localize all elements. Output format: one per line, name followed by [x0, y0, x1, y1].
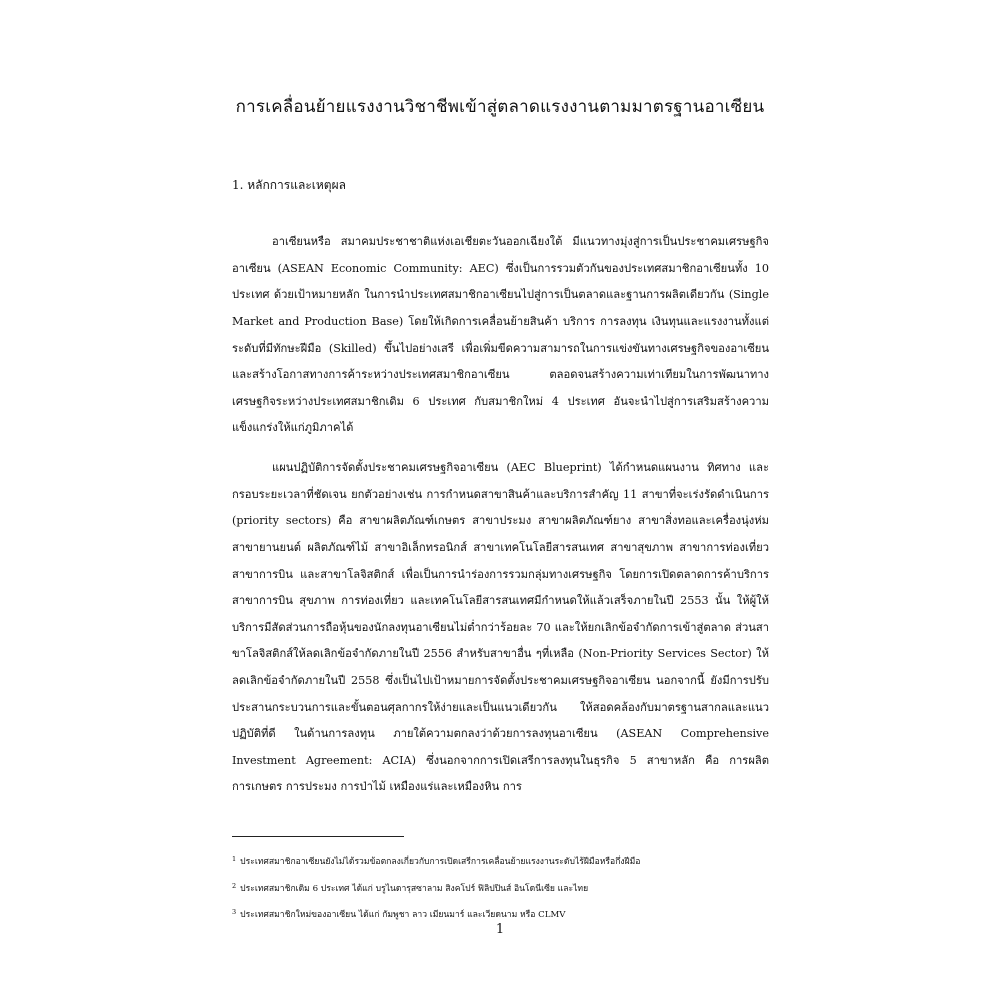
paragraph-1: อาเซียนหรือ สมาคมประชาชาติแห่งเอเชียตะวันออกเฉียงใต้ มีแนวทางมุ่งสู่การเป็นประชาคมเศรษฐกิจอาเซียน (ASEAN Economic Community: AEC) ซึ่งเป็นการรวมตัวกันของประเทศสมาชิกอาเซียนทั้ง 10 ประเทศ ด้วยเป้าหมายหลัก ในการนำประเทศสมาชิกอาเซียนไปสู่การเป็นตลาดและฐานการผลิตเดียวกัน (Single Market and Production Base) โดยให้เกิดการเคลื่อนย้ายสินค้า บริการ การลงทุน เงินทุนและแรงงานทั้งแต่ระดับที่มีทักษะฝีมือ (Skilled) ขึ้นไปอย่างเสรี เพื่อเพิ่มขีดความสามารถในการแข่งขันทางเศรษฐกิจของอาเซียน และสร้างโอกาสทางการค้าระหว่างประเทศสมาชิกอาเซียน ตลอดจนสร้างความเท่าเทียมในการพัฒนาทางเศรษฐกิจระหว่างประเทศสมาชิกเดิม 6 ประเทศ กับสมาชิกใหม่ 4 ประเทศ อันจะนำไปสู่การเสริมสร้างความแข็งแกร่งให้แก่ภูมิภาคได้: [232, 235, 769, 435]
section-heading: 1. หลักการและเหตุผล: [232, 178, 346, 192]
paragraph-2: แผนปฏิบัติการจัดตั้งประชาคมเศรษฐกิจอาเซียน (AEC Blueprint) ได้กำหนดแผนงาน ทิศทาง และกรอบระยะเวลาที่ชัดเจน ยกตัวอย่างเช่น การกำหนดสาขาสินค้าและบริการสำคัญ 11 สาขาที่จะเร่งรัดดำเนินการ (priority sectors) คือ สาขาผลิตภัณฑ์เกษตร สาขาประมง สาขาผลิตภัณฑ์ยาง สาขาสิ่งทอและเครื่องนุ่งห่ม สาขายานยนต์ ผลิตภัณฑ์ไม้ สาขาอิเล็กทรอนิกส์ สาขาเทคโนโลยีสารสนเทศ สาขาสุขภาพ สาขาการท่องเที่ยว สาขาการบิน และสาขาโลจิสติกส์ เพื่อเป็นการนำร่องการรวมกลุ่มทางเศรษฐกิจ โดยการเปิดตลาดการค้าบริการสาขาการบิน สุขภาพ การท่องเที่ยว และเทคโนโลยีสารสนเทศมีกำหนดให้แล้วเสร็จภายในปี 2553 นั้น ให้ผู้ให้บริการมีสัดส่วนการถือหุ้นของนักลงทุนอาเซียนไม่ต่ำกว่าร้อยละ 70 และให้ยกเลิกข้อจำกัดการเข้าสู่ตลาด ส่วนสาขาโลจิสติกส์ให้ลดเลิกข้อจำกัดภายในปี 2556 สำหรับสาขาอื่น ๆที่เหลือ (Non-Priority Services Sector) ให้ลดเลิกข้อจำกัดภายในปี 2558 ซึ่งเป็นไปเป้าหมายการจัดตั้งประชาคมเศรษฐกิจอาเซียน นอกจากนี้ ยังมีการปรับประสานกระบวนการและขั้นตอนศุลกากรให้ง่ายและเป็นแนวเดียวกัน ให้สอดคล้องกับมาตรฐานสากลและแนวปฏิบัติที่ดี ในด้านการลงทุน ภายใต้ความตกลงว่าด้วยการลงทุนอาเซียน (ASEAN Comprehensive Investment Agreement: ACIA) ซึ่งนอกจากการเปิดเสรีการลงทุนในธุรกิจ 5 สาขาหลัก คือ การผลิต การเกษตร การประมง การป่าไม้ เหมืองแร่และเหมืองหิน การ: [232, 461, 769, 794]
footnote-text: ประเทศสมาชิกเดิม 6 ประเทศ ได้แก่ บรูไนดารุสซาลาม สิงคโปร์ ฟิลิปปินส์ อินโดนีเซีย และไทย: [240, 883, 589, 894]
document-title: การเคลื่อนย้ายแรงงานวิชาชีพเข้าสู่ตลาดแรงงานตามมาตรฐานอาเซียน: [235, 97, 765, 117]
page-number: 1: [495, 922, 505, 937]
footnote-text: ประเทศสมาชิกอาเซียนยังไม่ได้รวมข้อตกลงเกี่ยวกับการเปิดเสรีการเคลื่อนย้ายแรงงานระดับไร้ฝีมือหรือกึ่งฝีมือ: [240, 857, 641, 867]
footnote-marker: 1: [232, 855, 237, 863]
footnote-divider: [232, 836, 404, 837]
footnote-1: [232, 848, 769, 875]
footnote-text: ประเทศสมาชิกใหม่ของอาเซียน ได้แก่ กัมพูชา ลาว เมียนมาร์ และเวียดนาม หรือ CLMV: [240, 910, 566, 920]
footnote-marker: 3: [232, 908, 237, 916]
footnote-marker: 2: [232, 881, 237, 890]
footnote-2: [232, 875, 769, 902]
footnotes: [232, 848, 769, 928]
